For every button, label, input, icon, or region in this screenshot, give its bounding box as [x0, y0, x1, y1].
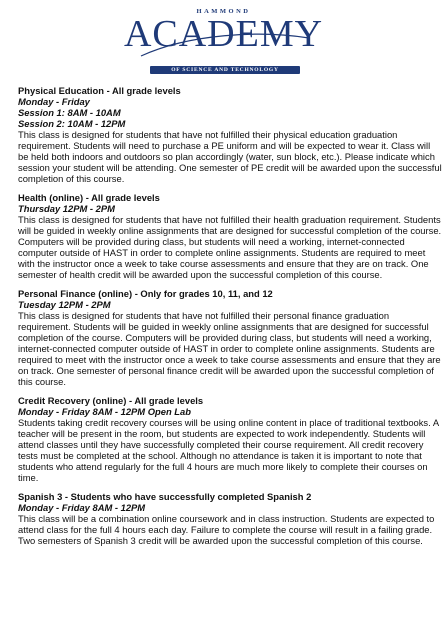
course-list	[18, 85, 443, 554]
academy-logo	[0, 8, 447, 84]
course-description: This class is designed for students that have not fulfilled their personal finance graduation requirement. Students will be guided in weekly online assignments that are designed for successful completion of the course. Computers will be provided during class, but students will need a working, internet-connected computer outside of HAST in order to complete online assignments. Students are required to meet with the instructor once a week to take course assessments and ensure that they are on track. One semester of personal finance credit will be awarded upon the successful completion of this course.	[18, 310, 441, 387]
course-health	[18, 192, 443, 280]
logo-top-text: HAMMOND	[196, 8, 251, 15]
course-schedule: Thursday 12PM - 2PM	[18, 203, 115, 214]
course-title: Personal Finance (online) - Only for grades 10, 11, and 12	[18, 288, 273, 299]
course-session: Session 2: 10AM - 12PM	[18, 118, 126, 129]
course-description: This class is designed for students that have not fulfilled their physical education graduation requirement. Students will need to purchase a PE uniform and will be expected to wear it. Class will be held both indoors and outdoors so plan accordingly (water, sun block, etc.). Please indicate which session your student will be attending. One semester of PE credit will be awarded upon the successful completion of this course.	[18, 129, 442, 184]
course-schedule: Monday - Friday 8AM - 12PM Open Lab	[18, 406, 191, 417]
course-description: This class is designed for students that have not fulfilled their health graduation requirement. Students will be guided in weekly online assignments that are designed for successful completion of the course. Computers will be provided during class, but students will need a working, internet-connected computer outside of HAST in order to complete online assignments. Students are required to meet with the instructor once a week to take course assessments and ensure that they are on track. One semester of health credit will be awarded upon the successful completion of this course.	[18, 214, 442, 280]
course-physical-education	[18, 85, 443, 184]
course-personal-finance	[18, 288, 443, 387]
course-schedule: Monday - Friday 8AM - 12PM	[18, 502, 146, 513]
course-title: Spanish 3 - Students who have successfully completed Spanish 2	[18, 491, 312, 502]
logo-main-text: ACADEMY	[123, 13, 324, 55]
course-schedule: Tuesday 12PM - 2PM	[18, 299, 111, 310]
logo-subtitle-text: OF SCIENCE AND TECHNOLOGY	[171, 67, 279, 73]
course-title: Physical Education - All grade levels	[18, 85, 181, 96]
course-title: Health (online) - All grade levels	[18, 192, 160, 203]
course-credit-recovery	[18, 395, 443, 483]
course-description: Students taking credit recovery courses will be using online content in place of traditional textbooks. A teacher will be present in the room, but students are expected to work independently. Students will attend classes until they have successfully completed their course requirement. All credit recovery tests must be completed at the school. Although no attendance is taken it is important to note that students who attend regularly for the full 4 hours are much more likely to complete their courses on time.	[18, 417, 439, 483]
course-spanish-3	[18, 491, 443, 546]
course-session: Session 1: 8AM - 10AM	[18, 107, 121, 118]
course-schedule: Monday - Friday	[18, 96, 90, 107]
course-description: This class will be a combination online coursework and in class instruction. Students are expected to attend class for the full 4 hours each day. Failure to complete the course will result in a failing grade. Two semesters of Spanish 3 credit will be awarded upon the successful completion of this course.	[18, 513, 435, 546]
course-title: Credit Recovery (online) - All grade levels	[18, 395, 204, 406]
